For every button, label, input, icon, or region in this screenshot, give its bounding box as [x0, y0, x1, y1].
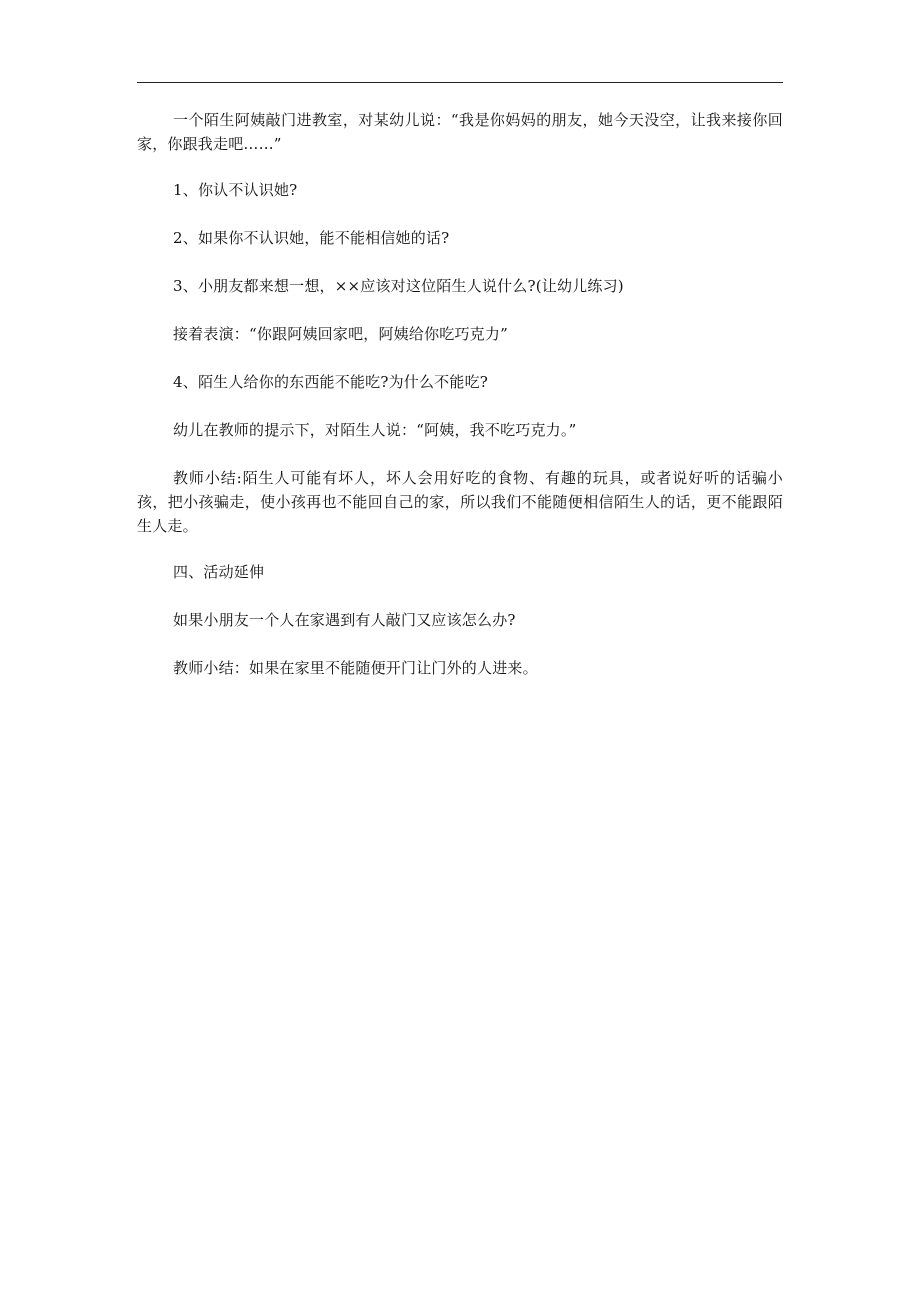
paragraph-child-response: 幼儿在教师的提示下，对陌生人说：“阿姨，我不吃巧克力。” — [173, 421, 577, 439]
section-heading-extension: 四、活动延伸 — [173, 563, 265, 581]
header-rule — [137, 82, 783, 83]
paragraph-teacher-summary: 教师小结:陌生人可能有坏人，坏人会用好吃的食物、有趣的玩具，或者说好听的话骗小孩，把小孩骗走，使小孩再也不能回自己的家，所以我们不能随便相信陌生人的话，更不能跟陌生人走。 — [137, 469, 783, 535]
paragraph-question-2: 2、如果你不认识她，能不能相信她的话? — [173, 229, 450, 247]
document-body — [137, 108, 783, 704]
paragraph-question-1: 1、你认不认识她? — [173, 181, 298, 199]
paragraph-question-3: 3、小朋友都来想一想，××应该对这位陌生人说什么?(让幼儿练习) — [173, 277, 624, 295]
paragraph-extension-question: 如果小朋友一个人在家遇到有人敲门又应该怎么办? — [173, 611, 516, 629]
paragraph-final-summary: 教师小结：如果在家里不能随便开门让门外的人进来。 — [173, 659, 538, 677]
paragraph-question-4: 4、陌生人给你的东西能不能吃?为什么不能吃? — [173, 373, 489, 391]
paragraph-performance: 接着表演：“你跟阿姨回家吧，阿姨给你吃巧克力” — [173, 325, 508, 343]
paragraph-scenario: 一个陌生阿姨敲门进教室，对某幼儿说：“我是你妈妈的朋友，她今天没空，让我来接你回家，你跟我走吧……” — [137, 111, 783, 153]
